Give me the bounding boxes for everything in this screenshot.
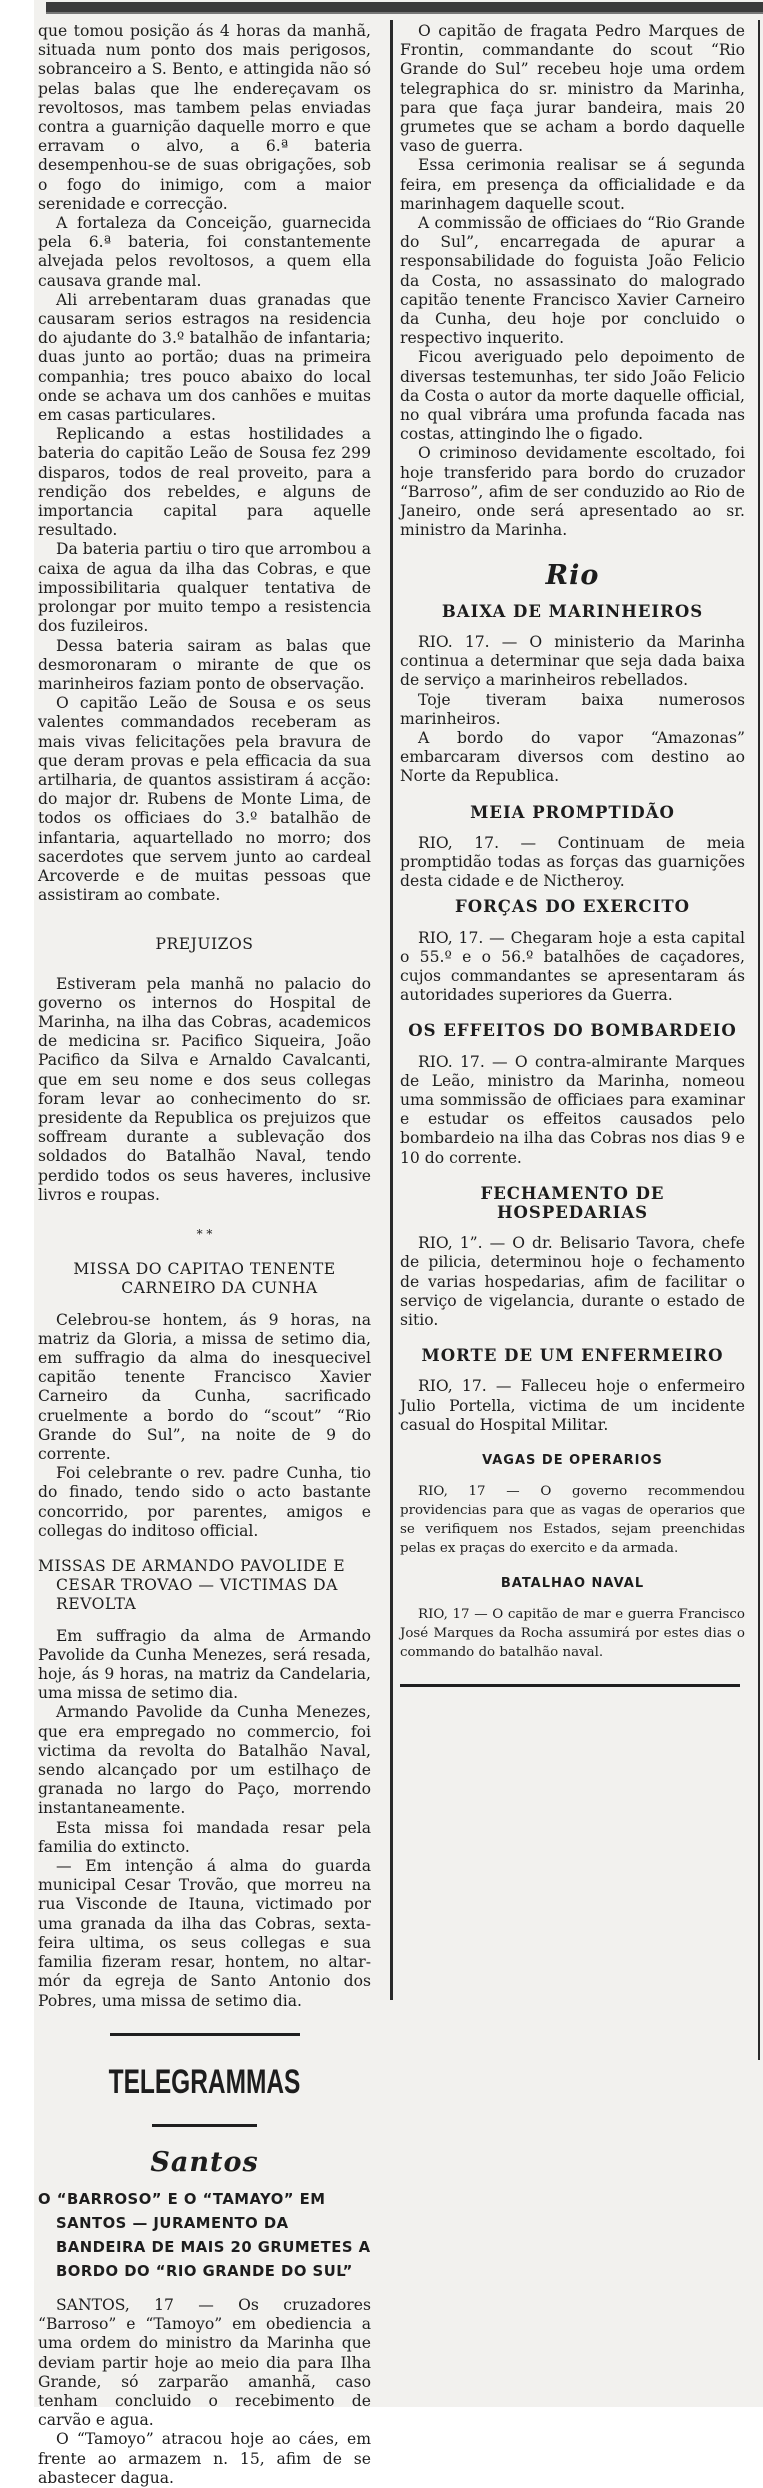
heading-barroso-tamayo: O “BARROSO” E O “TAMAYO” EM SANTOS — JURAMENTO DA BANDEIRA DE MAIS 20 GRUMETES A BORDO DO “RIO GRANDE DO SUL” [38, 2190, 371, 2280]
article-paragraph: RIO, 17 — O capitão de mar e guerra Francisco José Marques da Rocha assumirá por estes dias o commando do batalhão naval. [400, 1607, 745, 1661]
article-paragraph: — Em intenção á alma do guarda municipal Cesar Trovão, que morreu na rua Visconde de Itauna, victimado por uma granada da ilha das Cobras, sexta-feira ultima, os seus collegas e sua familia fizeram resar, hontem, no altar-mór da egreja de Santo Antonio dos Pobres, uma missa de setimo dia. [38, 1857, 371, 2010]
article-paragraph: O criminoso devidamente escoltado, foi hoje transferido para bordo do cruzador “Barroso”, afim de ser conduzido ao Rio de Janeiro, onde será apresentado ao sr. ministro da Marinha. [400, 444, 745, 540]
article-paragraph: O capitão Leão de Sousa e os seus valentes commandados receberam as mais vivas felicitações pela bravura de que deram provas e pela efficacia da sua artilharia, de quantos assistiram á acção: do major dr. Rubens de Monte Lima, de todos os officiaes do 3.º batalhão de infantaria, aquartellado no morro; dos sacerdotes que servem junto ao cardeal Arcoverde e de muitas pessoas que assistiram ao combate. [38, 694, 371, 905]
article-paragraph: A commissão de officiaes do “Rio Grande do Sul”, encarregada de apurar a responsabilidade do foguista João Felicio da Costa, no assassinato do malogrado capitão tenente Francisco Xavier Carneiro da Cunha, deu hoje por concluido o respectivo inquerito. [400, 214, 745, 348]
article-paragraph: A bordo do vapor “Amazonas” embarcaram diversos com destino ao Norte da Republica. [400, 728, 745, 786]
article-paragraph: RIO, 17. — Continuam de meia promptidão todas as forças das guarnições desta cidade e de Nictheroy. [400, 833, 745, 891]
bottom-rule [400, 1684, 740, 1687]
heading-missa-carneiro: MISSA DO CAPITAO TENENTE CARNEIRO DA CUNHA [73, 1260, 336, 1298]
article-paragraph: A fortaleza da Conceição, guarnecida pela 6.ª bateria, foi constantemente alvejada pelos revoltosos, a quem ella causava grande mal. [38, 214, 371, 290]
article-paragraph: Da bateria partiu o tiro que arrombou a caixa de agua da ilha das Cobras, e que impossibilitaria qualquer tentativa de prolongar por muito tempo a resistencia dos fuzileiros. [38, 540, 371, 636]
left-column [38, 22, 371, 2488]
column-divider [390, 20, 393, 2000]
section-title-telegrammas: TELEGRAMMAS [108, 2062, 301, 2101]
heading-meia-promptidao: MEIA PROMPTIDÃO [470, 802, 675, 822]
article-paragraph: Essa cerimonia realisar se á segunda feira, em presença da officialidade e da marinhagem daquelle scout. [400, 156, 745, 213]
heading-forcas-exercito: FORÇAS DO EXERCITO [455, 897, 690, 917]
article-paragraph: Em suffragio da alma de Armando Pavolide da Cunha Menezes, será resada, hoje, ás 9 horas, na matriz da Candelaria, uma missa de setimo dia. [38, 1626, 371, 1703]
article-paragraph: Celebrou-se hontem, ás 9 horas, na matriz da Gloria, a missa de setimo dia, em suffragio da alma do inesquecivel capitão tenente Francisco Xavier Carneiro da Cunha, sacrificado cruelmente a bordo do “scout” “Rio Grande do Sul”, na noite de 9 do corrente. [38, 1310, 371, 1464]
article-paragraph: Ali arrebentaram duas granadas que causaram serios estragos na residencia do ajudante do 3.º batalhão de infantaria; duas junto ao portão; duas na primeira companhia; tres pouco abaixo do local onde se achava um dos canhões e muitas em casas particulares. [38, 290, 371, 425]
article-paragraph: RIO, 17. — Falleceu hoje o enfermeiro Julio Portella, victima de um incidente casual do Hospital Militar. [400, 1377, 745, 1434]
article-paragraph: O capitão de fragata Pedro Marques de Frontin, commandante do scout “Rio Grande do Sul” recebeu hoje uma ordem telegraphica do sr. ministro da Marinha, para que faça jurar bandeira, mais 20 grumetes que se acham a bordo daquelle vaso de guerra. [400, 22, 745, 156]
article-paragraph: RIO. 17. — O contra-almirante Marques de Leão, ministro da Marinha, nomeou uma sommissão de officiaes para examinar e estudar os effeitos causados pelo bombardeio na ilha das Cobras nos dias 9 e 10 do corrente. [400, 1052, 745, 1167]
article-paragraph: SANTOS, 17 — Os cruzadores “Barroso” e “Tamoyo” em obediencia a uma ordem do ministro da Marinha que deviam partir hoje ao meio dia para Ilha Grande, só zarparão amanhã, caso tenham concluido o recebimento de carvão e agua. [38, 2295, 371, 2430]
heading-baixa-marinheiros: BAIXA DE MARINHEIROS [441, 601, 704, 621]
article-paragraph: Foi celebrante o rev. padre Cunha, tio do finado, tendo sido o acto bastante concorrido, por parentes, amigos e collegas do inditoso official. [38, 1464, 371, 1540]
article-paragraph: Dessa bateria sairam as balas que desmoronaram o mirante de que os marinheiros faziam ponto de observação. [38, 636, 371, 693]
article-paragraph: O “Tamoyo” atracou hoje ao cáes, em frente ao armazem n. 15, afim de se abastecer dagua. [38, 2430, 371, 2487]
article-paragraph: que tomou posição ás 4 horas da manhã, situada num ponto dos mais perigosos, sobranceiro a S. Bento, e attingida não só pelas balas que lhe endereçavam os revoltosos, mas tambem pelas enviadas contra a guarnição daquelle morro e que erravam o alvo, a 6.ª bateria desempenhou-se de suas obrigações, sob o fogo do inimigo, com a maior serenidade e correcção. [38, 22, 371, 213]
heading-missas-armando: MISSAS DE ARMANDO PAVOLIDE E CESAR TROVAO — VICTIMAS DA REVOLTA [38, 1557, 346, 1614]
heading-prejuizos: PREJUIZOS [155, 935, 254, 954]
article-paragraph: RIO. 17. — O ministerio da Marinha continua a determinar que seja dada baixa de serviço a marinheiros rebellados. [400, 632, 745, 690]
section-rule [152, 2124, 257, 2127]
top-rule [46, 2, 763, 14]
article-paragraph: Estiveram pela manhã no palacio do governo os internos do Hospital de Marinha, na ilha das Cobras, academicos de medicina sr. Pacifico Siqueira, João Pacifico da Silva e Arnaldo Cavalcanti, que em seu nome e dos seus collegas foram levar ao conhecimento do sr. presidente da Republica os prejuizos que soffream durante a sublevação dos soldados do Batalhão Naval, tendo perdido todos os seus haveres, inclusive livros e roupas. [38, 974, 371, 1204]
city-title-rio: Rio [545, 560, 600, 592]
article-paragraph: RIO, 17 — O governo recommendou providencias para que as vagas de operarios que se verifiquem nos Estados, sejam preenchidas pelas ex praças do exercito e da armada. [400, 1484, 745, 1557]
heading-vagas-operarios: VAGAS DE OPERARIOS [482, 1453, 663, 1468]
separator-stars: * * [196, 1226, 213, 1241]
article-paragraph: Toje tiveram baixa numerosos marinheiros. [400, 690, 745, 728]
article-paragraph: RIO, 17. — Chegaram hoje a esta capital o 55.º e o 56.º batalhões de caçadores, cujos commandantes se apresentaram ás autoridades superiores da Guerra. [400, 928, 745, 1005]
heading-batalhao-naval: BATALHAO NAVAL [500, 1576, 645, 1592]
article-paragraph: Esta missa foi mandada resar pela familia do extincto. [38, 1818, 371, 1856]
heading-morte-enfermeiro: MORTE DE UM ENFERMEIRO [421, 1346, 724, 1366]
article-paragraph: Replicando a estas hostilidades a bateria do capitão Leão de Sousa fez 299 disparos, todos de real proveito, para a rendição dos rebeldes, e alguns de importancia capital para aquelle resultado. [38, 425, 371, 540]
section-rule [110, 2033, 300, 2036]
city-title-santos: Santos [150, 2146, 259, 2178]
right-column [400, 22, 745, 1687]
heading-fechamento-hospedarias: FECHAMENTO DE HOSPEDARIAS [480, 1183, 665, 1222]
article-paragraph: Ficou averiguado pelo depoimento de diversas testemunhas, ter sido João Felicio da Costa o autor da morte daquelle official, no qual vibrára uma profunda facada nas costas, attingindo lhe o figado. [400, 348, 745, 444]
right-border-rule [758, 20, 760, 2060]
heading-effeitos-bombardeio: OS EFFEITOS DO BOMBARDEIO [408, 1021, 737, 1041]
article-paragraph: RIO, 1”. — O dr. Belisario Tavora, chefe de pilicia, determinou hoje o fechamento de varias hospedarias, afim de facilitar o serviço de vigelancia, durante o estado de sitio. [400, 1234, 745, 1329]
article-paragraph: Armando Pavolide da Cunha Menezes, que era empregado no commercio, foi victima da revolta do Batalhão Naval, sendo alcançado por um estilhaço de granada no largo do Paço, morrendo instantaneamente. [38, 1703, 371, 1818]
